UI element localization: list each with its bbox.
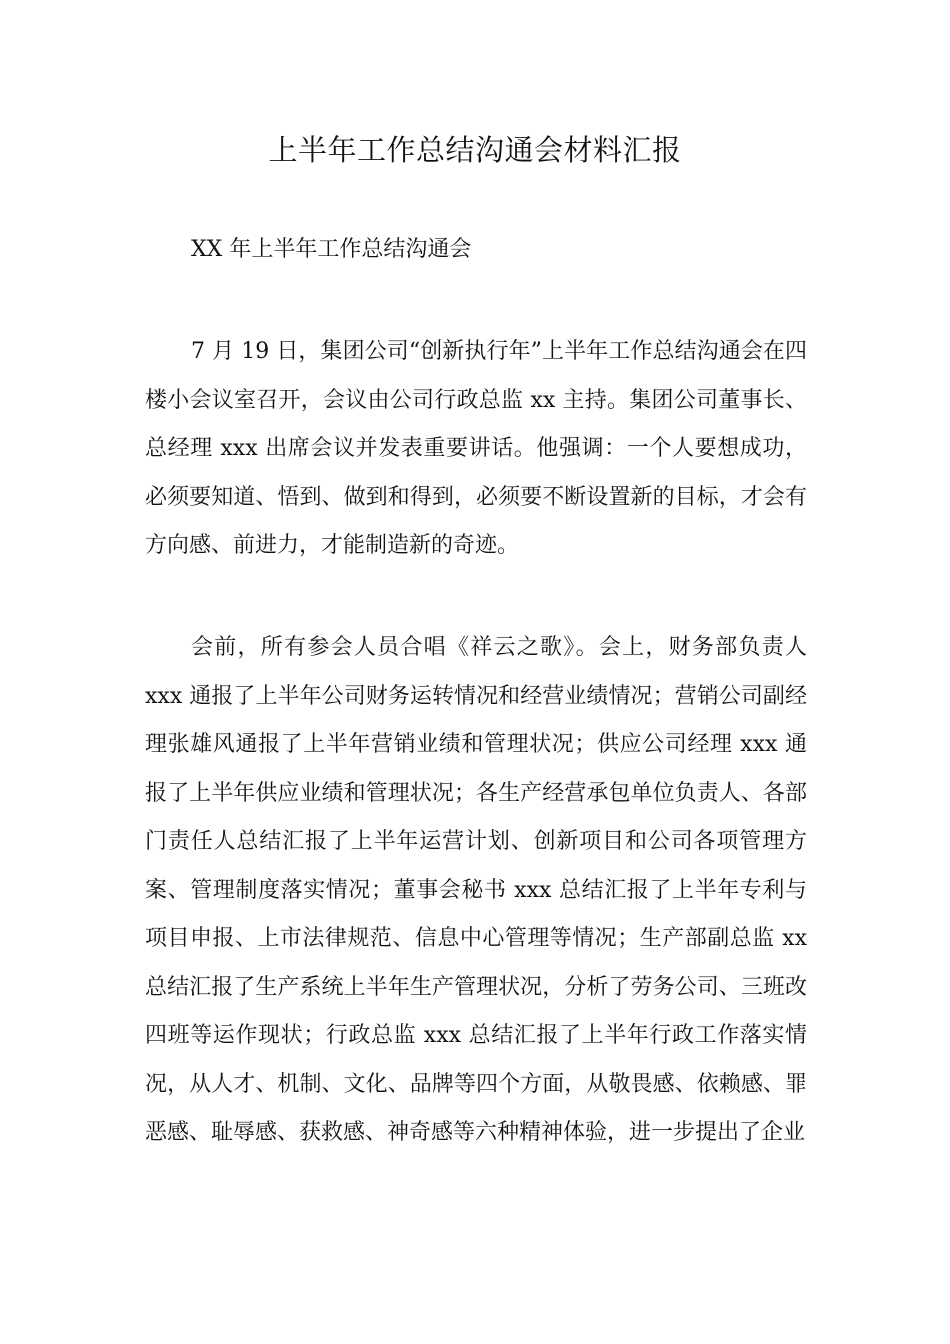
paragraph-2: 会前，所有参会人员合唱《祥云之歌》。会上，财务部负责人 xxx 通报了上半年公司财务运转情况和经营业绩情况；营销公司副经理张雄风通报了上半年营销业绩和管理状况；供应公司经理 xxx 通报了上半年供应业绩和管理状况；各生产经营承包单位负责人、各部门责任人总结汇报了上半年运营计划、创新项目和公司各项管理方案、管理制度落实情况；董事会秘书 xxx 总结汇报了上半年专利与项目申报、上市法律规范、信息中心管理等情况；生产部副总监 xx 总结汇报了生产系统上半年生产管理状况，分析了劳务公司、三班改四班等运作现状；行政总监 xxx 总结汇报了上半年行政工作落实情况，从人才、机制、文化、品牌等四个方面，从敬畏感、依赖感、罪恶感、耻辱感、获救感、神奇感等六种精神体验，进一步提出了企业 (145, 635, 807, 1145)
paragraph-1: 7 月 19 日，集团公司“创新执行年”上半年工作总结沟通会在四楼小会议室召开，会议由公司行政总监 xx 主持。集团公司董事长、总经理 xxx 出席会议并发表重要讲话。他强调：一个人要想成功，必须要知道、悟到、做到和得到，必须要不断设置新的目标，才会有方向感、前进力，才能制造新的奇迹。 (145, 339, 807, 558)
document-title: 上半年工作总结沟通会材料汇报 (268, 133, 682, 167)
document-subtitle: XX 年上半年工作总结沟通会 (191, 237, 472, 262)
